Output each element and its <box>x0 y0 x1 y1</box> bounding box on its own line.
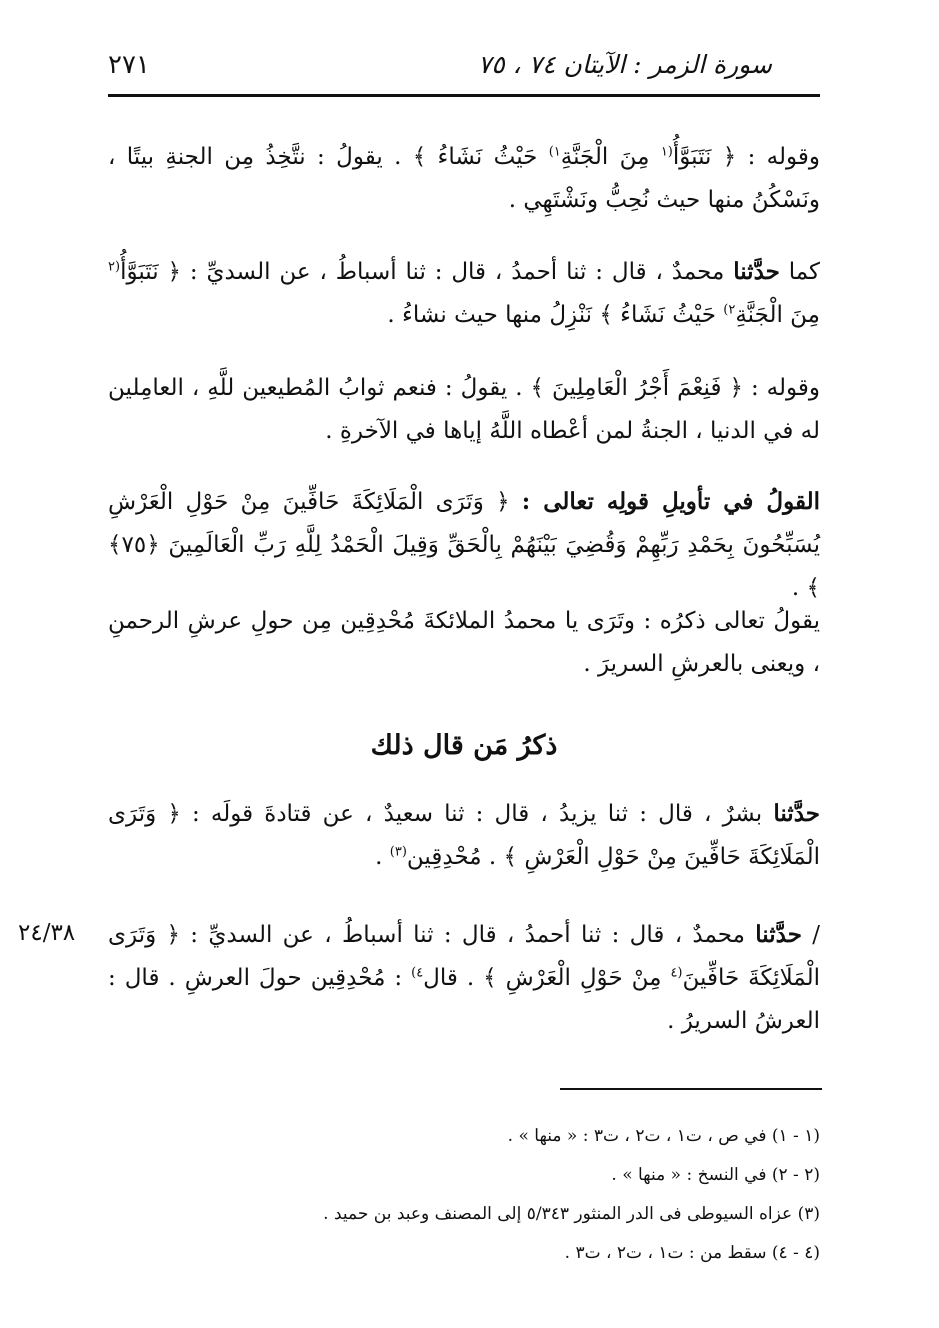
quran-quote: وَتَرَى الْمَلَائِكَةَ حَافِّينَ <box>108 922 820 991</box>
quran-quote: وَتَرَى الْمَلَائِكَةَ حَافِّينَ مِنْ حَوْلِ الْعَرْشِ <box>108 801 820 870</box>
header-rule <box>108 94 820 97</box>
haddathana: حدَّثنا <box>733 258 780 285</box>
section-lead: القولُ في تأويلِ قولِه تعالى : <box>521 488 820 515</box>
footnote-1: (١ - ١) في ص ، ت١ ، ت٢ ، ت٣ : « منها » . <box>507 1126 820 1146</box>
footnote-separator <box>560 1088 822 1090</box>
footnote-3: (٣) عزاه السيوطى فى الدر المنثور ٥/٣٤٣ إلى المصنف وعبد بن حميد . <box>323 1204 820 1224</box>
variant-mark: ٢) <box>723 302 736 318</box>
ayah-number: ﴿٧٥﴾ <box>108 532 169 558</box>
paragraph-5: يقولُ تعالى ذكرُه : وتَرَى يا محمدُ الملائكةَ مُحْدِقِين مِن حولِ عرشِ الرحمنِ ، ويعنى بالعرشِ السريرَ . <box>108 608 820 677</box>
haddathana: حدَّثنا <box>755 921 802 948</box>
variant-mark: (٤ <box>670 965 683 981</box>
paragraph-7: / حدَّثنا محمدٌ ، قال : ثنا أحمدُ ، قال : ثنا أسباطُ ، عن السديِّ : ﴿ وَتَرَى الْمَلَائِكَةَ حَافِّينَ$^{(٤}$ مِنْ حَوْلِ الْعَرْشِ ﴾ . قال$^{٤)}$ : مُحْدِقِين حولَ العرشِ . قال : العرشُ السريرُ . <box>108 921 821 1034</box>
quran-quote: وَتَرَى الْمَلَائِكَةَ حَافِّينَ مِنْ حَوْلِ الْعَرْشِ يُسَبِّحُونَ بِحَمْدِ رَبِّهِمْ وَقُضِيَ بَيْنَهُمْ بِالْحَقِّ وَقِيلَ الْحَمْدُ لِلَّهِ رَبِّ الْعَالَمِينَ <box>108 489 820 558</box>
quran-quote: نَتَبَوَّأُ <box>672 144 712 170</box>
paragraph-1: وقوله : ﴿ نَتَبَوَّأُ$^{(١}$ مِنَ الْجَنَّةِ$^{١)}$ حَيْثُ نَشَاءُ ﴾ . يقولُ : نتَّخِذُ مِن الجنةِ بيتًا ، ونَسْكُنُ منها حيث نُحِبُّ ونَشْتَهِي . <box>108 144 821 213</box>
paragraph-2: كما حدَّثنا محمدٌ ، قال : ثنا أحمدُ ، قال : ثنا أسباطُ ، عن السديِّ : ﴿ نَتَبَوَّأُ$^{(٢}$ مِنَ الْجَنَّةِ$^{٢)}$ حَيْثُ نَشَاءُ ﴾ نَنْزِلُ منها حيث نشاءُ . <box>108 258 820 328</box>
quran-quote: فَنِعْمَ أَجْرُ الْعَامِلِينَ <box>552 375 722 401</box>
quran-quote: نَتَبَوَّأُ <box>120 259 159 285</box>
section-heading: ذكرُ مَن قال ذلك <box>370 730 558 761</box>
variant-mark: (٢ <box>108 259 121 275</box>
paragraph-3: وقوله : ﴿ فَنِعْمَ أَجْرُ الْعَامِلِينَ ﴾ . يقولُ : فنعم ثوابُ المُطيعين للَّهِ ، العامِلين له في الدنيا ، الجنةُ لمن أعْطاه اللَّهُ إياها في الآخرةِ . <box>108 375 821 444</box>
variant-mark: ١) <box>548 144 561 160</box>
margin-reference: ٢٤/٣٨ <box>18 920 76 946</box>
running-header <box>108 50 820 90</box>
variant-mark: (١ <box>660 144 673 160</box>
variant-mark: ٤) <box>411 965 424 981</box>
running-title: سورة الزمر : الآيتان ٧٤ ، ٧٥ <box>477 50 772 79</box>
footnote-2: (٢ - ٢) في النسخ : « منها » . <box>611 1165 820 1185</box>
paragraph-6: حدَّثنا بشرٌ ، قال : ثنا يزيدُ ، قال : ثنا سعيدٌ ، عن قتادةَ قولَه : ﴿ وَتَرَى الْمَلَائِكَةَ حَافِّينَ مِنْ حَوْلِ الْعَرْشِ ﴾ . مُحْدِقِين$^{(٣)}$ . <box>108 800 820 870</box>
paragraph-4: القولُ في تأويلِ قولِه تعالى : ﴿ وَتَرَى الْمَلَائِكَةَ حَافِّينَ مِنْ حَوْلِ الْعَرْشِ يُسَبِّحُونَ بِحَمْدِ رَبِّهِمْ وَقُضِيَ بَيْنَهُمْ بِالْحَقِّ وَقِيلَ الْحَمْدُ لِلَّهِ رَبِّ الْعَالَمِينَ ﴿٧٥﴾ ﴾ . <box>108 488 820 601</box>
footnote-4: (٤ - ٤) سقط من : ت١ ، ت٢ ، ت٣ . <box>564 1243 820 1263</box>
footnote-ref: (٣) <box>389 844 407 860</box>
page-number: ٢٧١ <box>108 50 150 80</box>
haddathana: حدَّثنا <box>773 800 820 827</box>
